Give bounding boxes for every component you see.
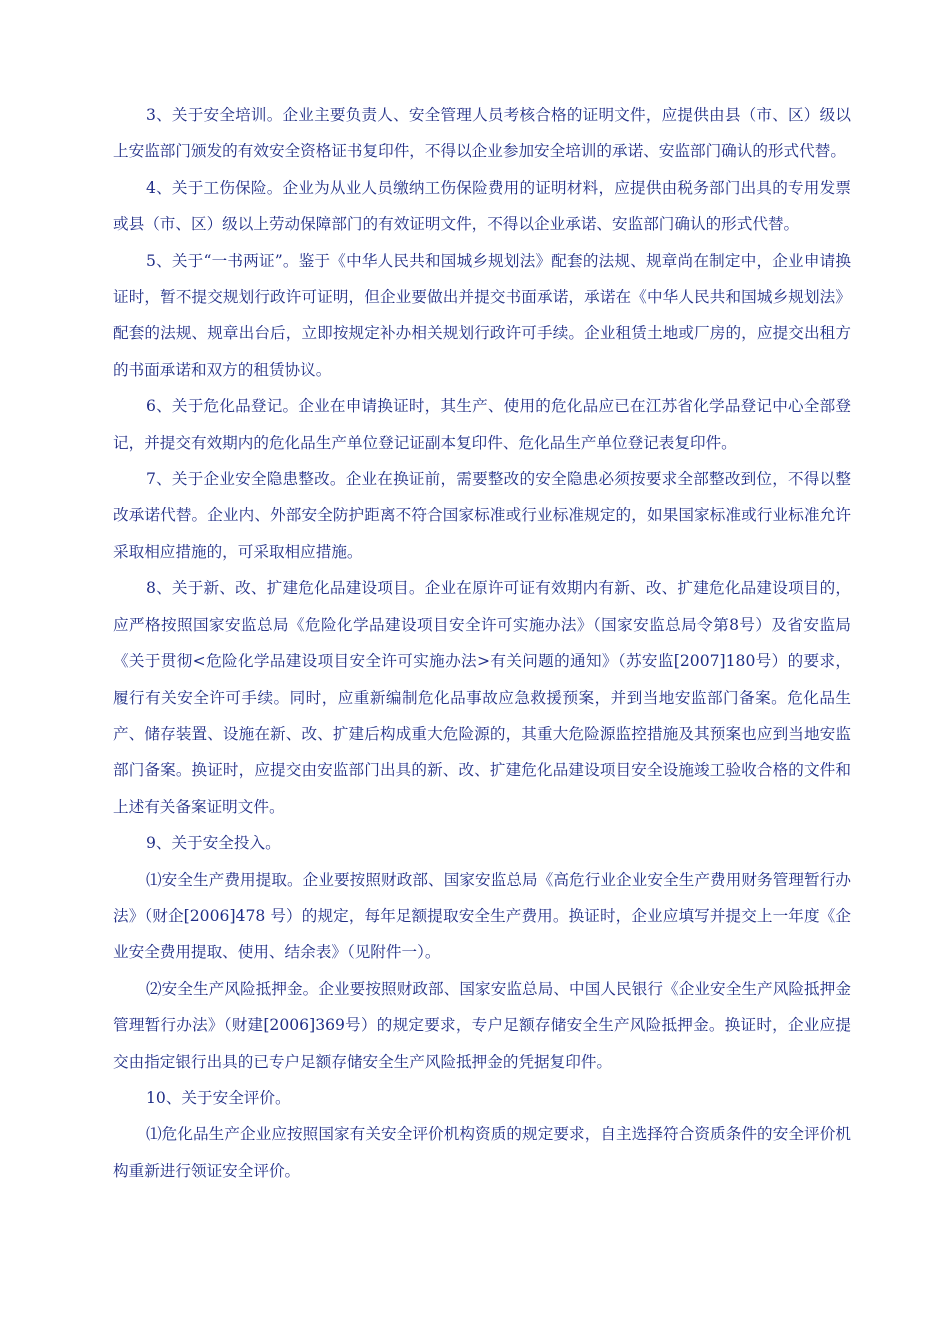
paragraph-safety-evaluation-heading: 10、关于安全评价。 [146,1088,291,1107]
paragraph-risk-deposit: ⑵安全生产风险抵押金。企业要按照财政部、国家安监总局、中国人民银行《企业安全生产风险抵押金管理暂行办法》（财建[2006]369号）的规定要求，专户足额存储安全生产风险抵押金。换证时，企业应提交由指定银行出具的已专户足额存储安全生产风险抵押金的凭据复印件。 [113,979,851,1071]
paragraph-safety-evaluation-item-1: ⑴危化品生产企业应按照国家有关安全评价机构资质的规定要求，自主选择符合资质条件的安全评价机构重新进行领证安全评价。 [113,1125,851,1180]
paragraph-construction-projects: 8、关于新、改、扩建危化品建设项目。企业在原许可证有效期内有新、改、扩建危化品建设项目的，应严格按照国家安监总局《危险化学品建设项目安全许可实施办法》（国家安监总局令第8号）及省安监局《关于贯彻<危险化学品建设项目安全许可实施办法>有关问题的通知》（苏安监[2007]180号）的要求，履行有关安全许可手续。同时，应重新编制危化品事故应急救援预案，并到当地安监部门备案。危化品生产、储存装置、设施在新、改、扩建后构成重大危险源的，其重大危险源监控措施及其预案也应到当地安监部门备案。换证时，应提交由安监部门出具的新、改、扩建危化品建设项目安全设施竣工验收合格的文件和上述有关备案证明文件。 [113,579,851,816]
paragraph-safety-investment-heading: 9、关于安全投入。 [146,834,281,853]
paragraph-safety-training: 3、关于安全培训。企业主要负责人、安全管理人员考核合格的证明文件，应提供由县（市、区）级以上安监部门颁发的有效安全资格证书复印件，不得以企业参加安全培训的承诺、安监部门确认的形式代替。 [113,106,851,161]
paragraph-hazard-rectification: 7、关于企业安全隐患整改。企业在换证前，需要整改的安全隐患必须按要求全部整改到位，不得以整改承诺代替。企业内、外部安全防护距离不符合国家标准或行业标准规定的，如果国家标准或行业标准允许采取相应措施的，可采取相应措施。 [113,470,851,561]
paragraph-injury-insurance: 4、关于工伤保险。企业为从业人员缴纳工伤保险费用的证明材料，应提供由税务部门出具的专用发票或县（市、区）级以上劳动保障部门的有效证明文件，不得以企业承诺、安监部门确认的形式代替。 [113,178,851,234]
paragraph-hazardous-registration: 6、关于危化品登记。企业在申请换证时，其生产、使用的危化品应已在江苏省化学品登记中心全部登记，并提交有效期内的危化品生产单位登记证副本复印件、危化品生产单位登记表复印件。 [113,397,851,452]
document-body [113,97,851,1189]
paragraph-one-book-two-certificates: 5、关于“一书两证”。鉴于《中华人民共和国城乡规划法》配套的法规、规章尚在制定中，企业申请换证时，暂不提交规划行政许可证明，但企业要做出并提交书面承诺，承诺在《中华人民共和国城乡规划法》配套的法规、规章出台后，立即按规定补办相关规划行政许可手续。企业租赁土地或厂房的，应提交出租方的书面承诺和双方的租赁协议。 [113,251,851,379]
paragraph-safety-fee-extraction: ⑴安全生产费用提取。企业要按照财政部、国家安监总局《高危行业企业安全生产费用财务管理暂行办法》（财企[2006]478 号）的规定，每年足额提取安全生产费用。换证时，企业应填写并提交上一年度《企业安全费用提取、使用、结余表》（见附件一）。 [113,870,851,962]
